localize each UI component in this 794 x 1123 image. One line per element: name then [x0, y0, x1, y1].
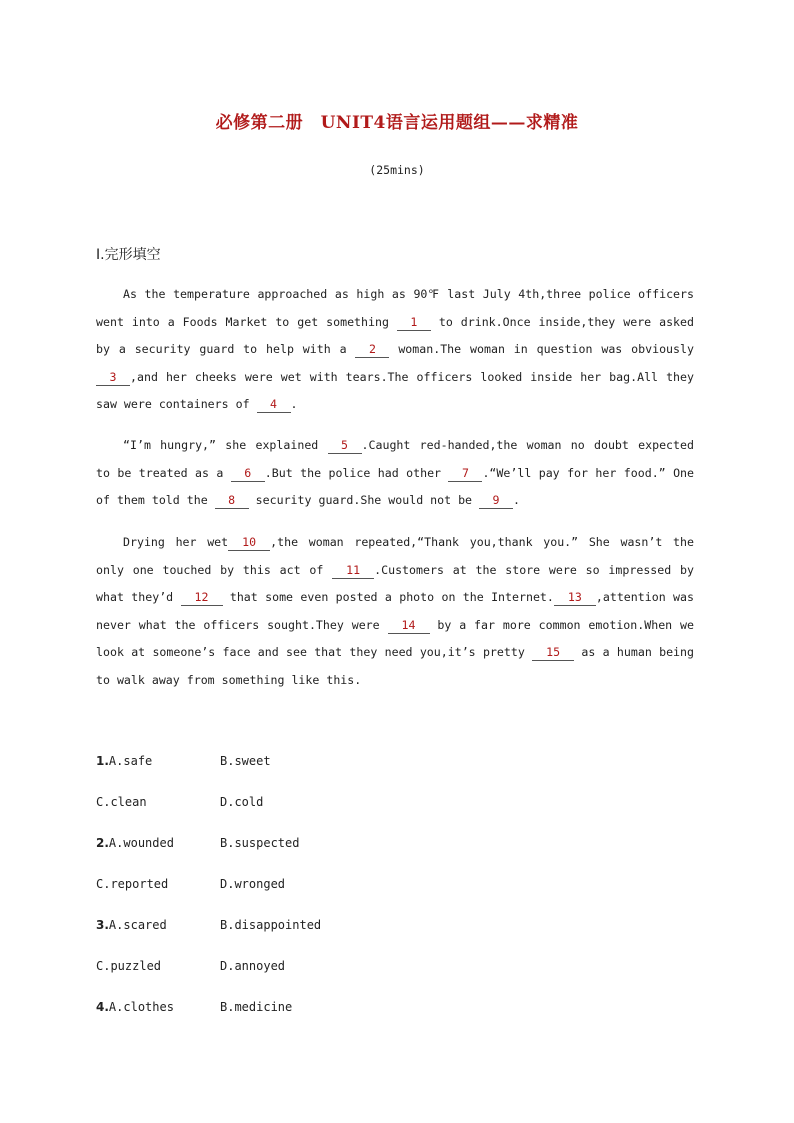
blank-4[interactable]: 4 [257, 397, 291, 413]
blank-13[interactable]: 13 [554, 590, 596, 606]
paragraph-3: Drying her wet 10 ,the woman repeated,“Thank you,thank you.” She wasn’t the only one touched by this act of 11 .Customers at the store were so impressed by what they’d 12 that some even posted a photo on the Internet. 13 ,attention was never what the officers sought.They were 14 by a far more common emotion.When we look at someone’s face and see that they need you,it’s pretty 15 as a human being to walk away from something like this. [96, 535, 694, 687]
option-row [96, 918, 321, 932]
option-a[interactable]: A.wounded [108, 836, 174, 850]
blank-7[interactable]: 7 [448, 466, 482, 482]
question-number: 2. [96, 836, 109, 850]
option-a[interactable]: A.scared [108, 918, 167, 932]
blank-15[interactable]: 15 [532, 645, 574, 661]
blank-14[interactable]: 14 [388, 618, 430, 634]
blank-1[interactable]: 1 [397, 315, 431, 331]
option-b[interactable]: B.suspected [220, 836, 300, 850]
section-heading: Ⅰ.完形填空 [96, 247, 161, 263]
paragraph-1: As the temperature approached as high as 90℉ last July 4th,three police officers went into a Foods Market to get something 1 to drink.Once inside,they were asked by a security guard to help with a 2 woman.The woman in question was obviously 3 ,and her cheeks were wet with tears.The officers looked inside her bag.All they saw were containers of 4 . [96, 287, 694, 412]
option-c[interactable]: C.clean [96, 795, 147, 809]
option-row [96, 836, 299, 850]
question-number: 1. [96, 754, 109, 768]
option-b[interactable]: B.medicine [220, 1000, 293, 1014]
blank-2[interactable]: 2 [355, 342, 389, 358]
blank-5[interactable]: 5 [328, 438, 362, 454]
option-a[interactable]: A.clothes [108, 1000, 174, 1014]
option-d[interactable]: D.wronged [220, 877, 286, 891]
blank-6[interactable]: 6 [231, 466, 265, 482]
option-d[interactable]: D.annoyed [220, 959, 286, 973]
option-row [96, 1000, 292, 1014]
option-row [96, 754, 271, 768]
question-number: 4. [96, 1000, 109, 1014]
blank-9[interactable]: 9 [479, 493, 513, 509]
page-title: 必修第二册 UNIT4语言运用题组——求精准 [215, 113, 579, 133]
option-row [96, 795, 263, 809]
question-number: 3. [96, 918, 109, 932]
blank-10[interactable]: 10 [228, 535, 270, 551]
option-b[interactable]: B.disappointed [220, 918, 322, 932]
paragraph-2: “I’m hungry,” she explained 5 .Caught red-handed,the woman no doubt expected to be treated as a 6 .But the police had other 7 .“We’ll pay for her food.” One of them told the 8 security guard.She would not be 9 . [96, 438, 695, 508]
blank-8[interactable]: 8 [215, 493, 249, 509]
option-a[interactable]: A.safe [108, 754, 153, 768]
option-row [96, 877, 285, 891]
option-b[interactable]: B.sweet [220, 754, 271, 768]
blank-11[interactable]: 11 [332, 563, 374, 579]
option-row [96, 959, 285, 973]
duration-note: (25mins) [369, 163, 425, 177]
option-d[interactable]: D.cold [220, 795, 264, 809]
option-c[interactable]: C.reported [96, 877, 169, 891]
blank-3[interactable]: 3 [96, 370, 130, 386]
blank-12[interactable]: 12 [181, 590, 223, 606]
option-c[interactable]: C.puzzled [96, 959, 162, 973]
